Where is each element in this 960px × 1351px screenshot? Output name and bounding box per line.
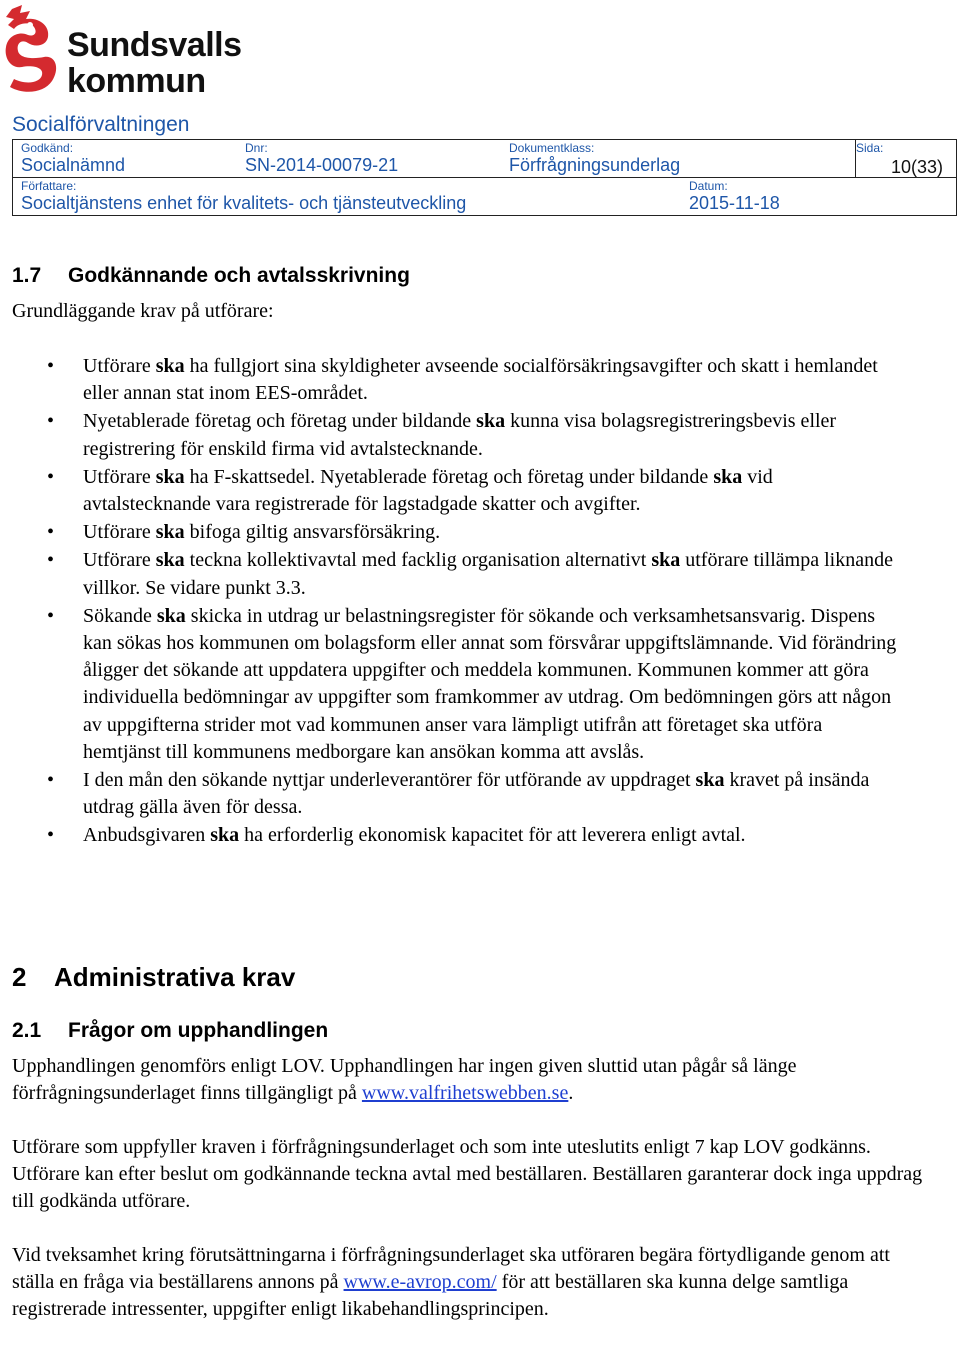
bullet-icon: • [47, 465, 55, 488]
section-heading-1-7 [12, 264, 410, 288]
bullet-icon: • [47, 410, 55, 433]
list-item: • Utförare ska ha fullgjort sina skyldigheter avseende socialförsäkringsavgifter och skatt i hemlandet eller annan stat inom EES-området. [47, 355, 878, 405]
list-item: • Sökande ska skicka in utdrag ur belastningsregister för sökande och verksamhetsansvarig. Dispens kan sökas hos kommunen om bolagsform eller annat som försvårar uppgiftslämnande. Vid förändring åligger det sökande att uppdatera uppgifter och meddela kommunen. Kommunen kommer att göra individuella bedömningar av uppgifter som framkommer av utdrag. Om bedömningen görs att någon av uppgifterna strider mot vad kommunen anser vara lämpligt utifrån att företaget ska utföra hemtjänst till kommunens medborgare kan ansökan komma att avslås. [47, 604, 897, 763]
list-item: • Utförare ska teckna kollektivavtal med facklig organisation alternativt ska utförare tillämpa liknande villkor. Se vidare punkt 3.3. [47, 549, 893, 599]
list-item: • Utförare ska bifoga giltig ansvarsförsäkring. [0, 519, 900, 546]
sundsvalls-kommun-logo [4, 3, 254, 99]
bullet-icon: • [47, 355, 55, 377]
bullet-icon: • [47, 769, 55, 792]
section-title: Administrativa krav [54, 962, 296, 992]
section-heading-2 [12, 962, 295, 993]
logo-wordmark [67, 27, 242, 99]
value-godkand: Socialnämnd [21, 155, 126, 175]
valfrihetswebben-link[interactable]: www.valfrihetswebben.se [361, 1082, 569, 1104]
section-title: Godkännande och avtalsskrivning [68, 264, 410, 287]
label-dokumentklass: Dokumentklass: [509, 141, 595, 155]
list-item: • Utförare ska ha F-skattsedel. Nyetablerade företag och företag under bildande ska vid avtalstecknande vara registrerade för lagstadgade skatter och avgifter. [47, 465, 773, 516]
list-item: • I den mån den sökande nyttjar underleverantörer för utförande av uppdraget ska kravet på insända utdrag gälla även för dessa. [47, 769, 870, 819]
value-dokumentklass: Förfrågningsunderlag [509, 155, 681, 175]
dragon-emblem-icon [4, 3, 64, 99]
bullet-icon: • [47, 549, 55, 572]
section-number: 1.7 [12, 264, 42, 287]
paragraph-procurement: Upphandlingen genomförs enligt LOV. Upphandlingen har ingen given sluttid utan pågår så länge förfrågningsunderlaget finns tillgängligt på www.valfrihetswebben.se. [12, 1055, 797, 1104]
label-forfattare: Författare: [21, 179, 77, 193]
list-item: • Nyetablerade företag och företag under bildande ska kunna visa bolagsregistreringsbevis eller registrering för enskild firma vid avtalstecknande. [47, 410, 837, 460]
e-avrop-link[interactable]: www.e-avrop.com/ [343, 1271, 497, 1293]
value-forfattare: Socialtjänstens enhet för kvalitets- och tjänsteutveckling [21, 193, 467, 213]
bullet-icon: • [47, 824, 55, 847]
section-heading-2-1 [12, 1019, 328, 1043]
brand-line-1: Sundsvalls [67, 26, 242, 64]
document-header-table [12, 139, 957, 216]
label-godkand: Godkänd: [21, 141, 74, 155]
bullet-icon: • [47, 521, 55, 544]
section-number: 2 [12, 962, 27, 992]
value-dnr: SN-2014-00079-21 [245, 155, 399, 175]
paragraph-approval: Utförare som uppfyller kraven i förfrågningsunderlaget och som inte uteslutits enligt 7 kap LOV godkänns. Utförare kan efter beslut om godkännande teckna avtal med beställaren. Beställaren garanterar dock inga uppdrag till godkända utförare. [12, 1136, 923, 1212]
value-sida: 10(33) [891, 157, 944, 177]
bullet-icon: • [47, 604, 55, 627]
org-title: Socialförvaltningen [12, 113, 190, 136]
label-dnr: Dnr: [245, 141, 268, 155]
label-datum: Datum: [689, 179, 728, 193]
brand-line-2: kommun [67, 62, 206, 100]
list-item: • Anbudsgivaren ska ha erforderlig ekonomisk kapacitet för att leverera enligt avtal. [0, 822, 900, 849]
paragraph-questions: Vid tveksamhet kring förutsättningarna i förfrågningsunderlaget ska utföraren begära förtydligande genom att ställa en fråga via beställarens annons på www.e-avrop.com/ för att beställaren ska kunna delge samtliga registrerade intressenter, uppgifter enligt likabehandlingsprincipen. [12, 1244, 890, 1320]
section-number: 2.1 [12, 1019, 42, 1042]
requirements-intro: Grundläggande krav på utförare: [12, 300, 274, 322]
requirements-list [0, 353, 900, 851]
section-title: Frågor om upphandlingen [68, 1019, 329, 1042]
value-datum: 2015-11-18 [689, 193, 780, 213]
label-sida: Sida: [856, 141, 884, 155]
